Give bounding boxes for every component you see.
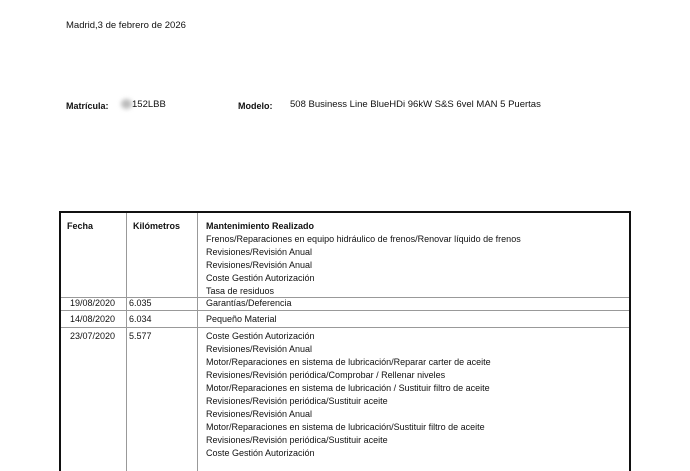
maintenance-item: Revisiones/Revisión Anual bbox=[206, 344, 313, 354]
column-divider bbox=[126, 213, 127, 471]
maintenance-item: Frenos/Reparaciones en equipo hidráulico de frenos/Renovar líquido de frenos bbox=[206, 234, 521, 244]
maintenance-item: Garantías/Deferencia bbox=[206, 298, 292, 308]
maintenance-item: Tasa de residuos bbox=[206, 286, 275, 296]
maintenance-table bbox=[59, 211, 631, 471]
row-km: 6.035 bbox=[129, 298, 152, 308]
column-divider bbox=[197, 213, 198, 471]
row-date: 23/07/2020 bbox=[70, 331, 116, 341]
maintenance-item: Revisiones/Revisión periódica/Sustituir aceite bbox=[206, 396, 388, 406]
maintenance-item: Motor/Reparaciones en sistema de lubricación/Sustituir filtro de aceite bbox=[206, 422, 485, 432]
column-header-date: Fecha bbox=[67, 221, 94, 231]
maintenance-item: Revisiones/Revisión Anual bbox=[206, 260, 313, 270]
maintenance-item: Coste Gestión Autorización bbox=[206, 331, 315, 341]
row-divider bbox=[61, 327, 629, 328]
maintenance-item: Revisiones/Revisión Anual bbox=[206, 247, 313, 257]
maintenance-item: Coste Gestión Autorización bbox=[206, 273, 315, 283]
maintenance-item: Motor/Reparaciones en sistema de lubricación/Reparar carter de aceite bbox=[206, 357, 491, 367]
maintenance-item: Revisiones/Revisión periódica/Sustituir aceite bbox=[206, 435, 388, 445]
plate-value: 152LBB bbox=[132, 99, 166, 110]
maintenance-item: Coste Gestión Autorización bbox=[206, 448, 315, 458]
column-header-km: Kilómetros bbox=[133, 221, 181, 231]
plate-label: Matrícula: bbox=[66, 101, 109, 111]
row-km: 5.577 bbox=[129, 331, 152, 341]
row-km: 6.034 bbox=[129, 314, 152, 324]
column-header-maintenance: Mantenimiento Realizado bbox=[206, 221, 315, 231]
row-divider bbox=[61, 310, 629, 311]
model-value: 508 Business Line BlueHDi 96kW S&S 6vel MAN 5 Puertas bbox=[290, 99, 541, 110]
model-label: Modelo: bbox=[238, 101, 273, 111]
maintenance-item: Revisiones/Revisión Anual bbox=[206, 409, 313, 419]
redacted-plate-prefix bbox=[121, 99, 132, 109]
maintenance-item: Revisiones/Revisión periódica/Comprobar / Rellenar niveles bbox=[206, 370, 446, 380]
document-date: Madrid,3 de febrero de 2026 bbox=[66, 20, 186, 31]
maintenance-item: Motor/Reparaciones en sistema de lubricación / Sustituir filtro de aceite bbox=[206, 383, 490, 393]
maintenance-item: Pequeño Material bbox=[206, 314, 277, 324]
row-date: 19/08/2020 bbox=[70, 298, 116, 308]
row-date: 14/08/2020 bbox=[70, 314, 116, 324]
